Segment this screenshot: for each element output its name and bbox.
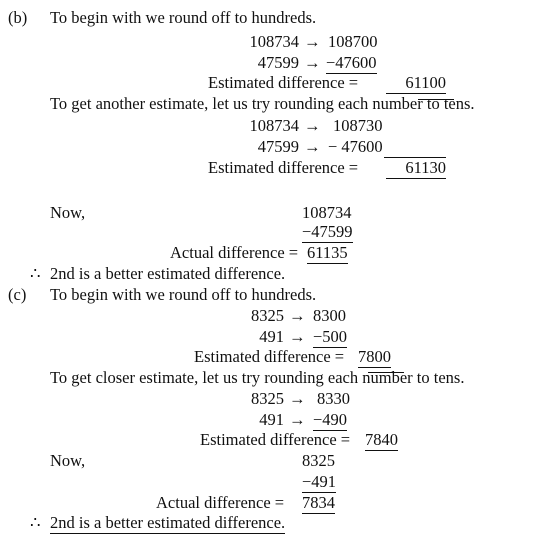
part-c-actual-value: 7834	[302, 493, 335, 512]
arrow-icon: →	[304, 116, 321, 135]
overline-mark	[368, 372, 404, 373]
part-b-actual-label: Actual difference =	[170, 243, 299, 262]
part-b-label: (b)	[8, 8, 28, 27]
part-c-actual-top: 8325	[302, 451, 335, 470]
part-b-h-row2-left: 47599	[257, 53, 299, 72]
part-c-h-est-value: 7800	[358, 347, 391, 366]
part-b-tens-intro: To get another estimate, let us try rounding each number to tens.	[50, 94, 475, 113]
part-b-actual-top: 108734	[302, 203, 352, 222]
part-b-conclusion: 2nd is a better estimated difference.	[50, 264, 286, 283]
part-b-t-row2-left: 47599	[257, 137, 299, 156]
part-b-h-row1-right: 108700	[328, 32, 378, 51]
arrow-icon: →	[289, 389, 306, 408]
arrow-icon: →	[304, 137, 321, 156]
arrow-icon: →	[304, 32, 321, 51]
part-c-h-row2-left: 491	[259, 327, 284, 346]
part-c-now-label: Now,	[50, 451, 86, 470]
part-b-h-est-value: 61100	[386, 73, 446, 94]
part-c-h-row1-left: 8325	[251, 306, 284, 325]
part-b-actual-value: 61135	[307, 243, 348, 262]
part-c-t-row2-left: 491	[259, 410, 284, 429]
part-c-t-row2-right: −490	[313, 410, 348, 429]
part-c-actual-sub: −491	[302, 472, 337, 491]
part-c-h-row2-right: −500	[313, 327, 348, 346]
part-b-t-est-label: Estimated difference =	[208, 158, 359, 177]
arrow-icon: →	[289, 306, 306, 325]
part-c-intro: To begin with we round off to hundreds.	[50, 285, 317, 304]
part-c-tens-intro: To get closer estimate, let us try rounding each number to tens.	[50, 368, 465, 387]
part-c-h-row1-right: 8300	[313, 306, 346, 325]
part-c-t-row1-left: 8325	[251, 389, 284, 408]
arrow-icon: →	[289, 410, 306, 429]
part-c-t-est-value: 7840	[365, 430, 398, 449]
part-b-h-est-label: Estimated difference =	[208, 73, 359, 92]
part-b-now-label: Now,	[50, 203, 86, 222]
part-c-t-row1-right: 8330	[317, 389, 350, 408]
part-c-conclusion: 2nd is a better estimated difference.	[50, 513, 286, 532]
part-b-intro: To begin with we round off to hundreds.	[50, 8, 317, 27]
therefore-icon: ∴	[30, 264, 41, 283]
part-b-h-row2-right: −47600	[326, 53, 377, 72]
part-b-t-row1-left: 108734	[249, 116, 299, 135]
part-b-h-row1-left: 108734	[249, 32, 299, 51]
part-c-h-est-label: Estimated difference =	[194, 347, 345, 366]
part-b-t-est-value: 61130	[386, 158, 446, 179]
arrow-icon: →	[304, 53, 321, 72]
part-b-t-row1-right: 108730	[333, 116, 383, 135]
part-b-actual-sub: −47599	[302, 222, 353, 241]
part-c-t-est-label: Estimated difference =	[200, 430, 351, 449]
arrow-icon: →	[289, 327, 306, 346]
therefore-icon: ∴	[30, 513, 41, 532]
part-c-actual-label: Actual difference =	[156, 493, 285, 512]
part-c-label: (c)	[8, 285, 27, 304]
part-b-t-row2-right: − 47600	[328, 137, 383, 156]
overline-mark	[418, 99, 454, 100]
